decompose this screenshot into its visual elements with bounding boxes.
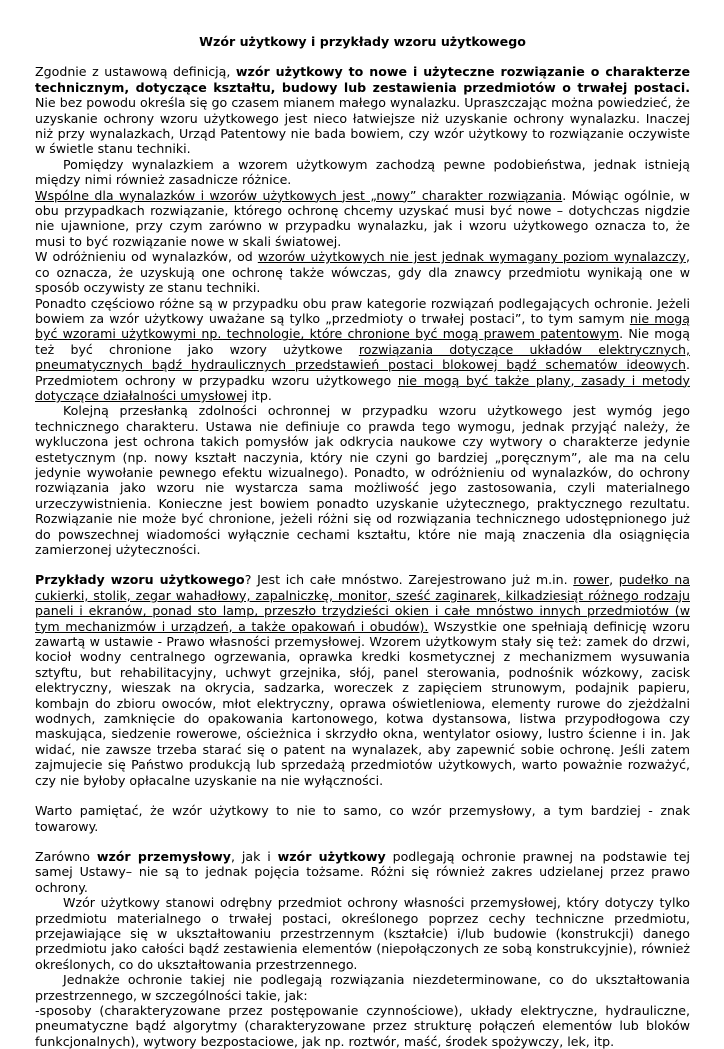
text: , jak i — [230, 848, 278, 864]
paragraph-technical-character: Kolejną przesłanką zdolności ochronnej w przypadku wzoru użytkowego jest wymóg jego technicznego charakteru. Ustawa nie definiuje co prawda tego wymogu, jednak przyjąć należy, że wykluczona jest ochrona takich pomysłów jak odkrycia naukowe czy wytwory o charakterze jedynie estetycznym (np. nowy kształt naczynia, który nie czyni go bardziej „poręcznym”, ale ma na celu jedynie wywołanie pewnego efektu wizualnego). Ponadto, w odróżnieniu od wynalazków, do ochrony rozwiązania jako wzoru nie wystarcza sama możliwość jego zastosowania, czyli materialnego urzeczywistnienia. Konieczne jest bowiem ponadto uzyskanie użytecznego, praktycznego rezultatu. Rozwiązanie nie może być chronione, jeżeli różni się od rozwiązania technicznego udostępnionego już do powszechnej wiadomości wyłącznie cechami kształtu, które nie mają znaczenia dla osiągnięcia zamierzonej użyteczności. — [35, 403, 690, 557]
text: W odróżnieniu od wynalazków, od — [35, 249, 258, 265]
paragraph-exclusions: Jednakże ochronie takiej nie podlegają rozwiązania niezdeterminowane, co do ukształtowania przestrzennego, w szczególności takie, jak: — [35, 972, 690, 1003]
paragraph-protection-subject: Wzór użytkowy stanowi odrębny przedmiot ochrony własności przemysłowej, który dotyczy tylko przedmiotu materialnego o trwałej postaci, określonego poprzez cechy techniczne przedmiotu, przejawiające się w ukształtowaniu przestrzennym (kształcie) i/lub budowie (konstrukcji) danego przedmiotu jako całości bądź zestawienia elementów (niepołączonych ze sobą konstrukcyjnie), również określonych, co do ukształtowania przestrzennego. — [35, 895, 690, 972]
text: . Nie mogą też być chronione jako wzory użytkowe — [35, 326, 690, 357]
paragraph-comparison — [35, 849, 690, 895]
paragraph-definition — [35, 64, 690, 156]
bold-heading: Przykłady wzoru użytkowego — [35, 572, 245, 588]
text: , — [609, 572, 619, 588]
paragraph-inventive-step — [35, 249, 690, 295]
bold-term: wzór przemysłowy — [96, 848, 231, 864]
underlined-text: wzorów użytkowych nie jest jednak wymagany poziom wynalazczy — [257, 249, 686, 265]
text: Wszystkie one spełniają definicję wzoru zawartą w ustawie - Prawo własności przemysłowej. Wzorem użytkowym stały się też: zamek do drzwi, kocioł wodny centralnego ogrzewania, oprawka kredki kosmetycznej z mechanizmem wysuwania sztyftu, but rehabilitacyjny, uchwyt grzejnika, słój, panel sterowania, podnośnik wózkowy, zacisk elektryczny, wieszak na okrycia, sadzarka, woreczek z zapięciem strunowym, podajnik papieru, kombajn do zbioru owoców, młot elektryczny, oprawa oświetleniowa, elementy rurowe do zjeżdżalni wodnych, zamknięcie do opakowania kartonowego, kotwa dystansowa, listwa przypodłogowa czy maskująca, siedzenie rowerowe, ościeżnica i skrzydło okna, wentylator osiowy, lustro ścienne i in. Jak widać, nie zawsze trzeba starać się o patent na wynalazek, aby zapewnić sobie ochronę. Jeśli zatem zajmujecie się Państwo produkcją lub sprzedażą przedmiotów użytkowych, warto poważnie rozważyć, czy nie byłoby opłacalne uzyskanie na nie wyłączności. — [35, 618, 690, 788]
text: . Mówiąc ogólnie, w obu przypadkach rozwiązanie, którego ochronę chcemy uzyskać musi być nowe – dotychczas nigdzie nie ujawnione, przy czym zarówno w przypadku wynalazku, jak i wzoru użytkowego oznacza to, że musi to być rozwiązanie nowe w skali światowej. — [35, 187, 690, 249]
text: , co oznacza, że uzyskują one ochronę także wówczas, gdy dla znawcy przedmiotu wynikają one w sposób oczywisty ze stanu techniki. — [35, 249, 690, 296]
underlined-text: nie mogą być także plany, zasady i metody dotyczące działalności umysłowej — [35, 372, 690, 403]
bold-term: wzór użytkowy — [277, 848, 386, 864]
text: Zarówno — [35, 848, 97, 864]
underlined-text: pudełko na cukierki, stolik, zegar wahadłowy, zapalniczkę, monitor, sześć zaginarek, kilkadziesiąt różnego rodzaju paneli i ekranów, ponad sto lamp, przeszło trzydzieści okien i całe mnóstwo innych przedmiotów (w tym mechanizmów i urządzeń, a także opakowań i obudów). — [35, 572, 690, 634]
paragraph-categories — [35, 296, 690, 404]
paragraph-exclusion-list: -sposoby (charakteryzowane przez postępowanie czynnościowe), układy elektryczne, hydrauliczne, pneumatyczne bądź algorytmy (charakteryzowane przez strukturę połączeń elementów lub bloków funkcjonalnych), wytwory bezpostaciowe, jak np. roztwór, maść, środek spożywczy, lek, itp. — [35, 1002, 690, 1049]
paragraph-similarities: Pomiędzy wynalazkiem a wzorem użytkowym zachodzą pewne podobieństwa, jednak istnieją między nimi również zasadnicze różnice. — [35, 156, 690, 188]
underlined-text: rozwiązania dotyczące układów elektrycznych, pneumatycznych bądź hydraulicznych przedstawień postaci blokowej bądź schematów ideowych — [35, 341, 690, 373]
underlined-text: nie mogą być wzorami użytkowymi np. technologie, które chronione być mogą prawem patentowym — [35, 310, 690, 342]
document-page — [35, 34, 690, 1049]
text: . Przedmiotem ochrony w przypadku wzoru użytkowego — [35, 357, 690, 388]
text: podlegają ochronie prawnej na podstawie tej samej Ustawy– nie są to jednak pojęcia tożsame. Różni się również zakres udzielanej przez prawo ochrony. — [35, 848, 690, 895]
paragraph-novelty — [35, 188, 690, 250]
underlined-text: rower — [573, 572, 610, 588]
bold-definition: wzór użytkowy to nowe i użyteczne rozwiązanie o charakterze technicznym, dotyczące kształtu, budowy lub zestawienia przedmiotów o trwałej postaci. — [35, 64, 690, 95]
paragraph-examples — [35, 572, 690, 788]
document-title: Wzór użytkowy i przykłady wzoru użytkowego — [199, 34, 526, 49]
text: Ponadto częściowo różne są w przypadku obu praw kategorie rozwiązań podlegających ochronie. Jeżeli bowiem za wzór użytkowy uważane są tylko „przedmioty o trwałej postaci”, to tym samym — [35, 295, 690, 326]
paragraph-reminder: Warto pamiętać, że wzór użytkowy to nie to samo, co wzór przemysłowy, a tym bardziej - znak towarowy. — [35, 803, 690, 834]
underlined-text: Wspólne dla wynalazków i wzorów użytkowych jest „nowy” charakter rozwiązania — [35, 187, 563, 203]
text: itp. — [247, 387, 272, 403]
text: ? Jest ich całe mnóstwo. Zarejestrowano już m.in. — [244, 572, 574, 588]
text: Zgodnie z ustawową definicją, — [35, 64, 236, 80]
text: Nie bez powodu określa się go czasem mianem małego wynalazku. Upraszczając można powiedzieć, że uzyskanie ochrony wzoru użytkowego jest nieco łatwiejsze niż uzyskanie ochrony wynalazku. Inaczej niż przy wynalazkach, Urząd Patentowy nie bada bowiem, czy wzór użytkowy to rozwiązanie oczywiste w świetle stanu techniki. — [35, 95, 690, 157]
